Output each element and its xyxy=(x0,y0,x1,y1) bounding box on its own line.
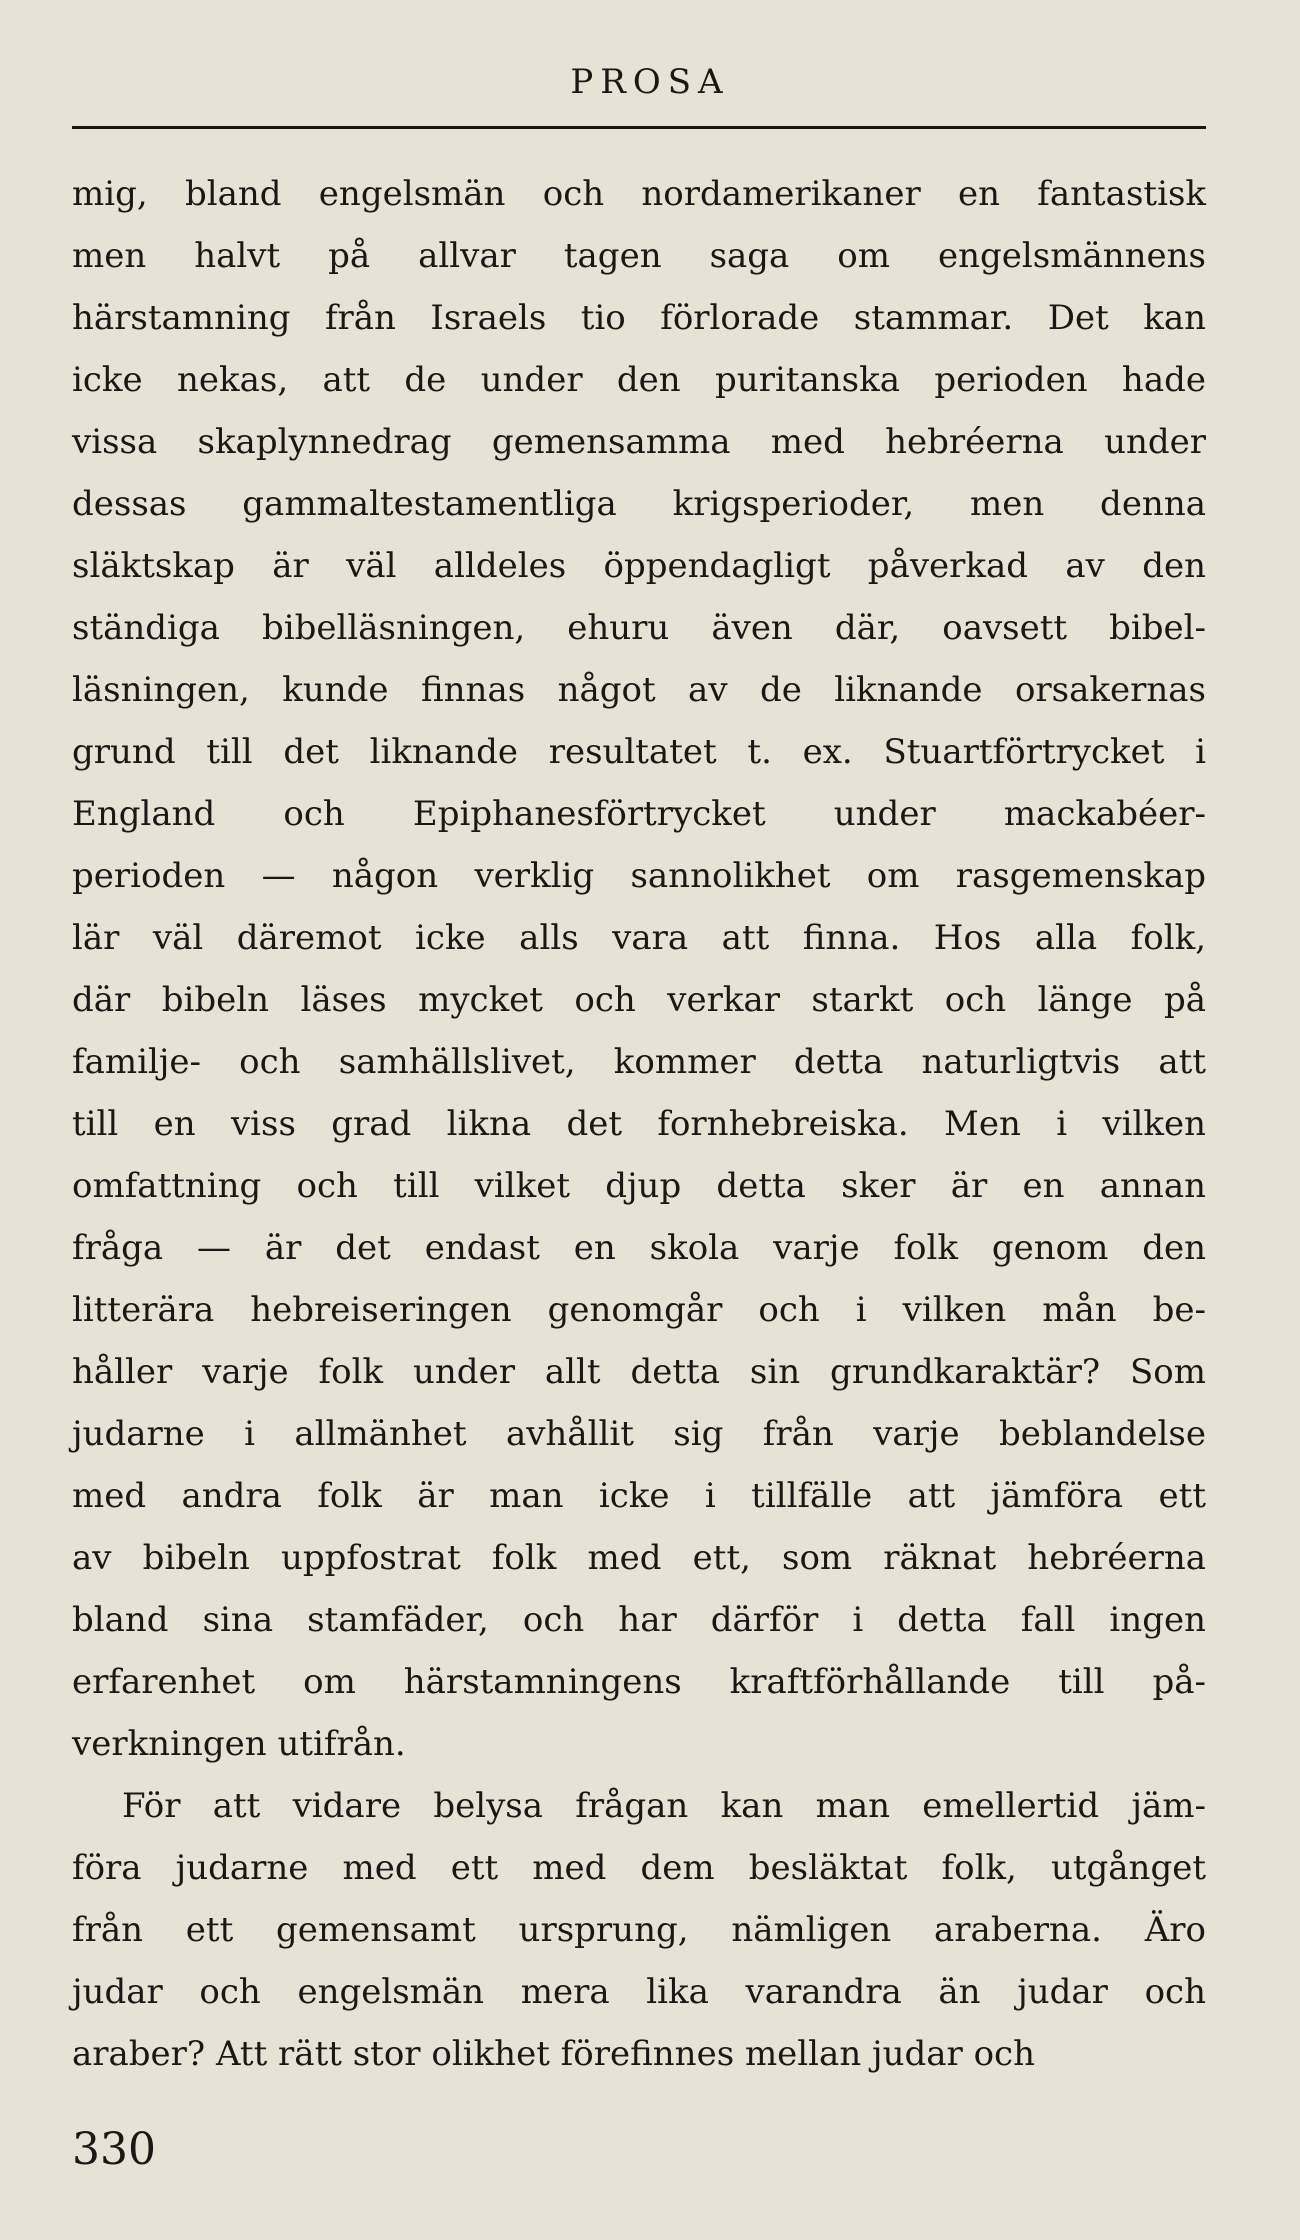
text-line: till en viss grad likna det fornhebreiska. Men i vilken xyxy=(72,1104,1206,1144)
text-line: judar och engelsmän mera lika varandra än judar och xyxy=(72,1972,1206,2012)
paragraph xyxy=(72,1775,1206,2085)
text-line: läsningen, kunde finnas något av de liknande orsakernas xyxy=(72,670,1206,710)
text-line: omfattning och till vilket djup detta sker är en annan xyxy=(72,1166,1206,1206)
text-line: dessas gammaltestamentliga krigsperioder, men denna xyxy=(72,484,1206,524)
text-line: med andra folk är man icke i tillfälle att jämföra ett xyxy=(72,1476,1206,1516)
text-line: grund till det liknande resultatet t. ex. Stuartförtrycket i xyxy=(72,732,1206,772)
text-line: ständiga bibelläsningen, ehuru även där, oavsett bibel- xyxy=(72,608,1206,648)
text-line: erfarenhet om härstamningens kraftförhållande till på- xyxy=(72,1662,1206,1702)
text-line: av bibeln uppfostrat folk med ett, som räknat hebréerna xyxy=(72,1538,1206,1578)
text-line: håller varje folk under allt detta sin grundkaraktär? Som xyxy=(72,1352,1206,1392)
text-line: litterära hebreiseringen genomgår och i vilken mån be- xyxy=(72,1290,1206,1330)
text-line: fråga — är det endast en skola varje folk genom den xyxy=(72,1228,1206,1268)
body-text xyxy=(72,163,1206,2085)
running-head: PROSA xyxy=(570,62,730,102)
text-line: araber? Att rätt stor olikhet förefinnes mellan judar och xyxy=(72,2034,1035,2074)
text-line: föra judarne med ett med dem besläktat folk, utgånget xyxy=(72,1848,1206,1888)
text-line: där bibeln läses mycket och verkar starkt och länge på xyxy=(72,980,1206,1020)
text-line: perioden — någon verklig sannolikhet om rasgemenskap xyxy=(72,856,1206,896)
text-line: från ett gemensamt ursprung, nämligen araberna. Äro xyxy=(72,1910,1206,1950)
text-line: men halvt på allvar tagen saga om engelsmännens xyxy=(72,236,1206,276)
text-line: härstamning från Israels tio förlorade stammar. Det kan xyxy=(72,298,1206,338)
text-line: England och Epiphanesförtrycket under mackabéer- xyxy=(72,794,1206,834)
text-line: verkningen utifrån. xyxy=(72,1724,406,1764)
text-line: mig, bland engelsmän och nordamerikaner en fantastisk xyxy=(72,174,1206,214)
text-line: vissa skaplynnedrag gemensamma med hebréerna under xyxy=(72,422,1206,462)
text-line: icke nekas, att de under den puritanska perioden hade xyxy=(72,360,1206,400)
text-line: judarne i allmänhet avhållit sig från varje beblandelse xyxy=(72,1414,1206,1454)
paragraph xyxy=(72,163,1206,1775)
page-number: 330 xyxy=(72,2124,156,2175)
text-line: bland sina stamfäder, och har därför i detta fall ingen xyxy=(72,1600,1206,1640)
header-rule xyxy=(72,126,1206,129)
text-line: För att vidare belysa frågan kan man emellertid jäm- xyxy=(122,1786,1206,1826)
text-line: släktskap är väl alldeles öppendagligt påverkad av den xyxy=(72,546,1206,586)
text-line: familje- och samhällslivet, kommer detta naturligtvis att xyxy=(72,1042,1206,1082)
text-line: lär väl däremot icke alls vara att finna. Hos alla folk, xyxy=(72,918,1206,958)
